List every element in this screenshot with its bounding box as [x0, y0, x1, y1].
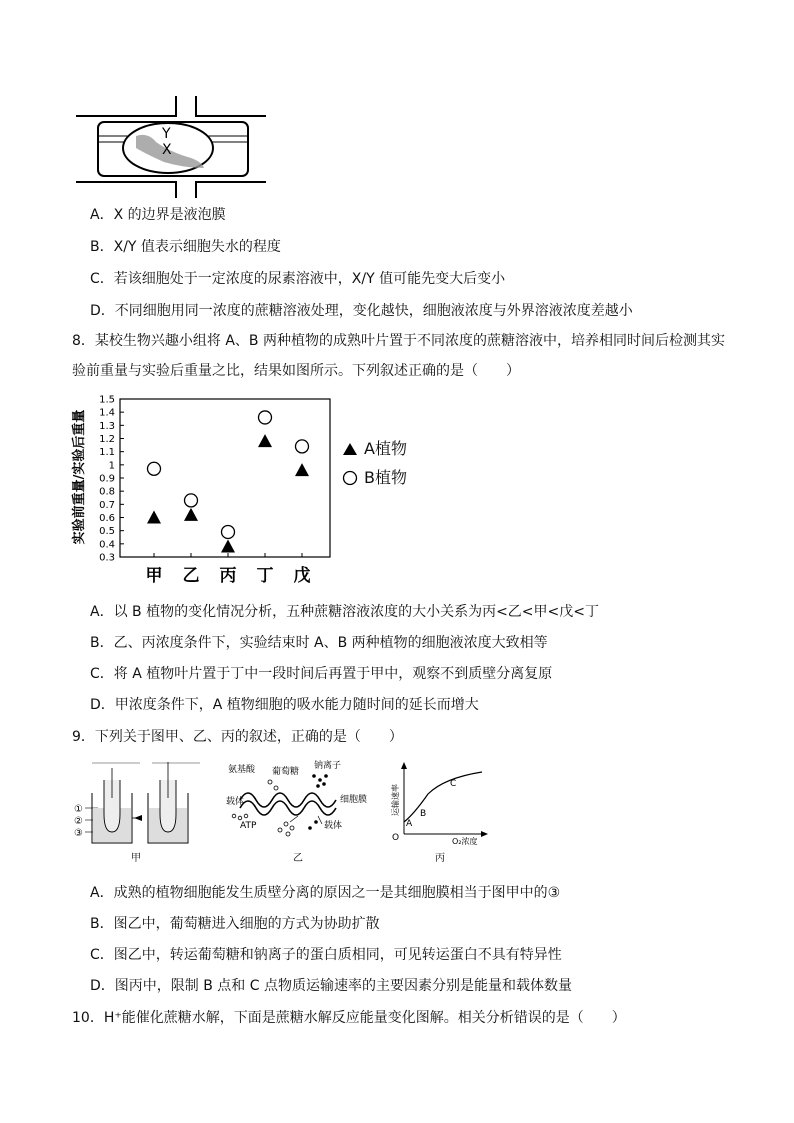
- bing-caption: 丙: [435, 853, 445, 864]
- x-tick-label: 乙: [182, 566, 200, 586]
- y-tick-label: 1.1: [99, 447, 115, 459]
- cell-figure: [76, 96, 266, 198]
- yi-carrier-right-label: 载体: [324, 821, 343, 831]
- y-tick-label: 1: [108, 460, 115, 472]
- q9-option-d: D．图丙中，限制 B 点和 C 点物质运输速率的主要因素分别是能量和载体数量: [90, 978, 572, 994]
- yi-amino-label: 氨基酸: [228, 765, 256, 775]
- series-b-point: [259, 411, 272, 424]
- y-tick-label: 0.4: [99, 539, 115, 551]
- legend-a-label: A植物: [364, 439, 407, 458]
- q9-option-a: A．成熟的植物细胞能发生质壁分离的原因之一是其细胞膜相当于图甲中的③: [90, 885, 561, 901]
- q8-stem: 8．某校生物兴趣小组将 A、B 两种植物的成熟叶片置于不同浓度的蔗糖溶液中，培养相同时间后检测其实验前重量与实验后重量之比，结果如图所示。下列叙述正确的是（ ）: [72, 333, 725, 379]
- q9-stem: 9．下列关于图甲、乙、丙的叙述，正确的是（ ）: [72, 729, 403, 745]
- jia-label-3: ③: [74, 828, 83, 839]
- bing-origin-label: O: [392, 833, 400, 843]
- legend-circle-icon: [342, 470, 358, 486]
- series-b-point: [296, 440, 309, 453]
- fig-jia: [72, 758, 202, 866]
- series-a-point: [221, 539, 235, 552]
- jia-label-2: ②: [74, 816, 83, 827]
- series-a-point: [147, 511, 161, 524]
- q7-option-c: C．若该细胞处于一定浓度的尿素溶液中，X/Y 值可能先变大后变小: [90, 271, 506, 287]
- series-b-point: [222, 525, 235, 538]
- y-tick-label: 0.3: [99, 552, 115, 564]
- y-tick-label: 0.5: [99, 526, 115, 538]
- y-axis-label: 实验前重量/实验后重量: [72, 409, 87, 545]
- bing-x-label: O₂浓度: [452, 837, 478, 846]
- bing-y-label: 运输速率: [391, 784, 400, 816]
- fig7-label-y: Y: [162, 126, 171, 142]
- fig-bing: [384, 758, 494, 866]
- q8-option-d: D．甲浓度条件下，A 植物细胞的吸水能力随时间的延长而增大: [90, 697, 479, 713]
- bing-point-c: C: [450, 779, 457, 789]
- q8-option-a: A．以 B 植物的变化情况分析，五种蔗糖溶液浓度的大小关系为丙<乙<甲<戊<丁: [90, 604, 600, 620]
- yi-carrier-left-label: 载体: [226, 797, 245, 807]
- yi-glucose-label: 葡萄糖: [272, 767, 300, 777]
- legend: [340, 438, 430, 498]
- series-b-point: [185, 494, 198, 507]
- q8-option-b: B．乙、丙浓度条件下，实验结束时 A、B 两种植物的细胞液浓度大致相等: [90, 635, 548, 651]
- q7-option-b: B．X/Y 值表示细胞失水的程度: [90, 239, 281, 255]
- q7-option-a: A．X 的边界是液泡膜: [90, 207, 226, 223]
- series-a-point: [295, 463, 309, 476]
- y-tick-label: 1.4: [99, 407, 115, 419]
- yi-membrane-label: 细胞膜: [340, 795, 368, 805]
- x-tick-label: 戊: [293, 566, 311, 586]
- q10-stem: 10．H⁺能催化蔗糖水解，下面是蔗糖水解反应能量变化图解。相关分析错误的是（ ）: [72, 1010, 626, 1026]
- x-tick-label: 丙: [219, 566, 237, 586]
- x-tick-label: 丁: [256, 566, 274, 586]
- series-a-point: [258, 434, 272, 447]
- q7-option-d: D．不同细胞用同一浓度的蔗糖溶液处理，变化越快，细胞液浓度与外界溶液浓度差越小: [90, 303, 633, 319]
- y-tick-label: 0.9: [99, 473, 115, 485]
- bing-point-a: A: [406, 819, 413, 829]
- jia-caption: 甲: [131, 853, 141, 864]
- y-tick-label: 0.8: [99, 486, 115, 498]
- y-tick-label: 1.3: [99, 420, 115, 432]
- yi-atp-label: ATP: [240, 821, 257, 831]
- series-a-point: [184, 508, 198, 521]
- y-tick-label: 0.7: [99, 499, 115, 511]
- x-tick-label: 甲: [145, 566, 163, 586]
- jia-label-1: ①: [74, 804, 83, 815]
- y-tick-label: 0.6: [99, 513, 115, 524]
- legend-triangle-icon: [342, 442, 358, 456]
- q8-option-c: C．将 A 植物叶片置于丁中一段时间后再置于甲中，观察不到质壁分离复原: [90, 666, 553, 682]
- series-b-point: [148, 462, 161, 475]
- q9-option-b: B．图乙中，葡萄糖进入细胞的方式为协助扩散: [90, 916, 380, 932]
- legend-b-label: B植物: [364, 468, 407, 487]
- bing-point-b: B: [420, 809, 427, 819]
- q9-option-c: C．图乙中，转运葡萄糖和钠离子的蛋白质相同，可见转运蛋白不具有特异性: [90, 947, 562, 963]
- yi-sodium-label: 钠离子: [314, 761, 342, 771]
- fig7-label-x: X: [162, 142, 172, 158]
- yi-caption: 乙: [293, 853, 303, 864]
- y-tick-label: 1.5: [99, 395, 115, 406]
- fig-yi: [220, 758, 380, 866]
- y-tick-label: 1.2: [99, 434, 115, 445]
